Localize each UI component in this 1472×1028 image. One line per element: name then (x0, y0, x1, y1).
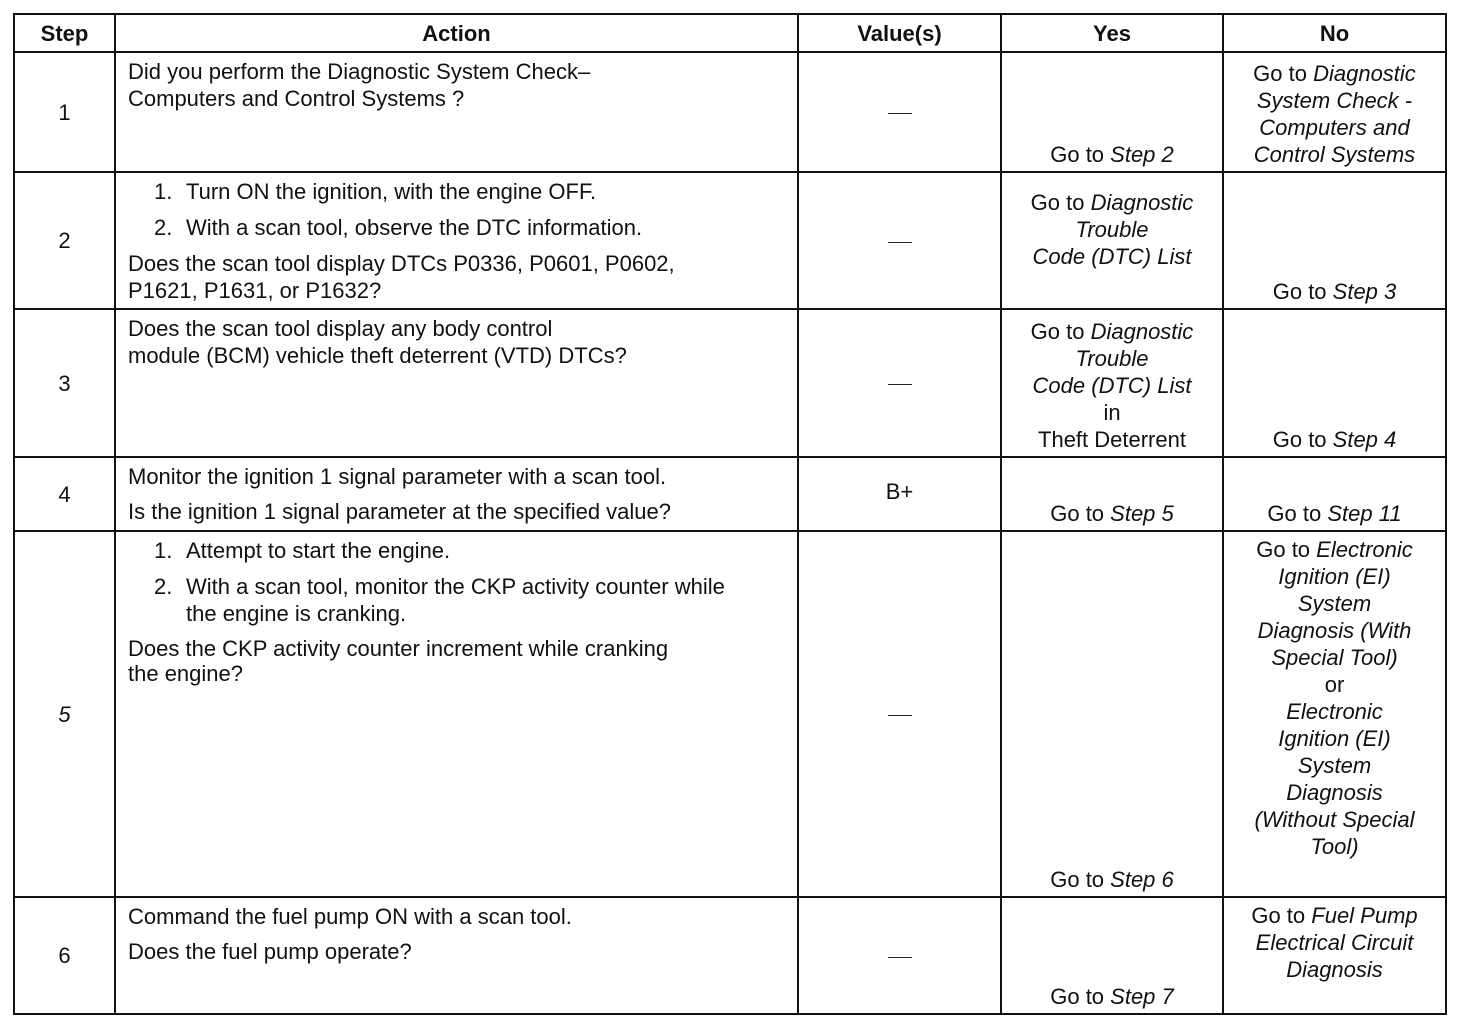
action-text: Monitor the ignition 1 signal parameter with a scan tool. (128, 464, 667, 489)
no-link[interactable]: Ignition (EI) (1278, 564, 1391, 589)
header-step: Step (14, 14, 115, 52)
table-row (14, 531, 1446, 897)
yes-suffix: in (1103, 400, 1121, 425)
no-prefix: Go to (1272, 279, 1333, 304)
action-text-line: Does the scan tool display any body control (128, 316, 553, 341)
no-cell (1223, 172, 1446, 309)
dash-mark (888, 715, 912, 716)
action-step: 2. With a scan tool, monitor the CKP activity counter while the engine is cranking. (154, 574, 725, 626)
action-text-line: Did you perform the Diagnostic System Check– (128, 59, 591, 84)
action-text-line: module (BCM) vehicle theft deterrent (VTD) DTCs? (128, 343, 627, 368)
action-step: 2. With a scan tool, observe the DTC information. (154, 215, 643, 240)
no-link[interactable]: Ignition (EI) (1278, 726, 1391, 751)
step-number: 2 (14, 172, 115, 309)
table-row (14, 309, 1446, 457)
action-cell (115, 457, 798, 531)
no-link[interactable]: System (1297, 753, 1372, 778)
no-link[interactable]: Fuel Pump (1311, 903, 1418, 928)
header-no: No (1223, 14, 1446, 52)
yes-prefix: Go to (1030, 190, 1091, 215)
action-step: 1. Attempt to start the engine. (154, 538, 451, 563)
no-cell (1223, 531, 1446, 897)
header-values: Value(s) (798, 14, 1001, 52)
yes-link[interactable]: Trouble (1075, 217, 1149, 242)
no-link[interactable]: Step 11 (1327, 501, 1402, 526)
no-prefix: Go to (1251, 903, 1312, 928)
value-cell (798, 457, 1001, 531)
header-action: Action (115, 14, 798, 52)
dash-mark (888, 957, 912, 958)
no-cell (1223, 309, 1446, 457)
no-link[interactable]: Diagnostic (1313, 61, 1416, 86)
yes-link[interactable]: Code (DTC) List (1032, 244, 1192, 269)
yes-link[interactable]: Step 2 (1110, 142, 1174, 167)
action-text-line: Does the scan tool display DTCs P0336, P0601, P0602, (128, 251, 675, 276)
action-cell (115, 309, 798, 457)
table-row (14, 172, 1446, 309)
action-step: 1. Turn ON the ignition, with the engine OFF. (154, 179, 597, 204)
yes-link[interactable]: Diagnostic (1090, 319, 1194, 344)
yes-prefix: Go to (1050, 867, 1111, 892)
no-cell (1223, 457, 1446, 531)
yes-link[interactable]: Step 6 (1110, 867, 1174, 892)
no-link[interactable]: Diagnosis (With (1257, 618, 1412, 643)
value-cell (798, 172, 1001, 309)
action-question (128, 636, 787, 686)
step-number: 1 (14, 52, 115, 172)
dash-mark (888, 384, 912, 385)
action-steps (128, 178, 787, 241)
table-row (14, 897, 1446, 1014)
no-link[interactable]: Control Systems (1253, 142, 1416, 167)
value-text: B+ (885, 479, 914, 504)
action-question (128, 250, 787, 304)
no-prefix: Go to (1267, 501, 1328, 526)
no-link[interactable]: Electrical Circuit (1255, 930, 1414, 955)
action-cell (115, 897, 798, 1014)
dash-mark (888, 242, 912, 243)
action-step-text: Attempt to start the engine. (186, 538, 451, 563)
no-link[interactable]: System Check - (1256, 88, 1413, 113)
action-cell (115, 52, 798, 172)
no-link[interactable]: Electronic (1316, 537, 1413, 562)
action-text-line: the engine? (128, 661, 243, 686)
action-cell (115, 172, 798, 309)
no-cell (1223, 897, 1446, 1014)
yes-cell (1001, 457, 1223, 531)
dash-mark (888, 113, 912, 114)
yes-link[interactable]: Trouble (1075, 346, 1149, 371)
yes-prefix: Go to (1050, 501, 1111, 526)
step-number: 4 (14, 457, 115, 531)
action-cell (115, 531, 798, 897)
action-question: Does the fuel pump operate? (128, 939, 412, 964)
yes-cell (1001, 172, 1223, 309)
yes-link[interactable]: Diagnostic (1090, 190, 1194, 215)
yes-link[interactable]: Step 7 (1110, 984, 1174, 1009)
no-prefix: Go to (1272, 427, 1333, 452)
action-question (128, 58, 787, 112)
no-link[interactable]: Special Tool) (1271, 645, 1398, 670)
action-question: Is the ignition 1 signal parameter at the specified value? (128, 499, 671, 524)
header-row (14, 14, 1446, 52)
table-row (14, 457, 1446, 531)
yes-cell (1001, 309, 1223, 457)
yes-link[interactable]: Step 5 (1110, 501, 1174, 526)
action-text-line: Does the CKP activity counter increment while cranking (128, 636, 669, 661)
no-cell (1223, 52, 1446, 172)
action-question (128, 315, 787, 369)
no-link[interactable]: (Without Special (1254, 807, 1415, 832)
action-step-text: With a scan tool, observe the DTC information. (186, 215, 643, 240)
header-yes: Yes (1001, 14, 1223, 52)
action-text: Command the fuel pump ON with a scan tool. (128, 904, 572, 929)
value-cell (798, 897, 1001, 1014)
step-number: 6 (14, 897, 115, 1014)
action-steps (128, 537, 787, 627)
no-link[interactable]: Electronic (1286, 699, 1383, 724)
action-step-text: With a scan tool, monitor the CKP activity counter while the engine is cranking. (186, 574, 725, 626)
value-cell (798, 52, 1001, 172)
no-link[interactable]: Tool) (1310, 834, 1359, 859)
yes-prefix: Go to (1030, 319, 1091, 344)
action-text-line: P1621, P1631, or P1632? (128, 278, 382, 303)
value-cell (798, 531, 1001, 897)
yes-suffix: Theft Deterrent (1038, 427, 1186, 452)
no-prefix: Go to (1256, 537, 1317, 562)
yes-link[interactable]: Code (DTC) List (1032, 373, 1192, 398)
action-text-line: Computers and Control Systems ? (128, 86, 465, 111)
diagnostic-table (13, 13, 1447, 1015)
action-step-text: Turn ON the ignition, with the engine OFF. (186, 179, 597, 204)
no-link[interactable]: Diagnosis (1286, 780, 1383, 805)
yes-cell (1001, 531, 1223, 897)
no-or: or (1324, 672, 1345, 697)
no-link[interactable]: Step 3 (1332, 279, 1397, 304)
step-number: 5 (14, 531, 115, 897)
no-link[interactable]: System (1297, 591, 1372, 616)
yes-cell (1001, 52, 1223, 172)
no-prefix: Go to (1253, 61, 1314, 86)
yes-prefix: Go to (1050, 984, 1111, 1009)
no-link[interactable]: Step 4 (1332, 427, 1397, 452)
yes-prefix: Go to (1050, 142, 1111, 167)
table-row (14, 52, 1446, 172)
yes-cell (1001, 897, 1223, 1014)
no-link[interactable]: Diagnosis (1286, 957, 1383, 982)
step-number: 3 (14, 309, 115, 457)
no-link[interactable]: Computers and (1259, 115, 1410, 140)
value-cell (798, 309, 1001, 457)
